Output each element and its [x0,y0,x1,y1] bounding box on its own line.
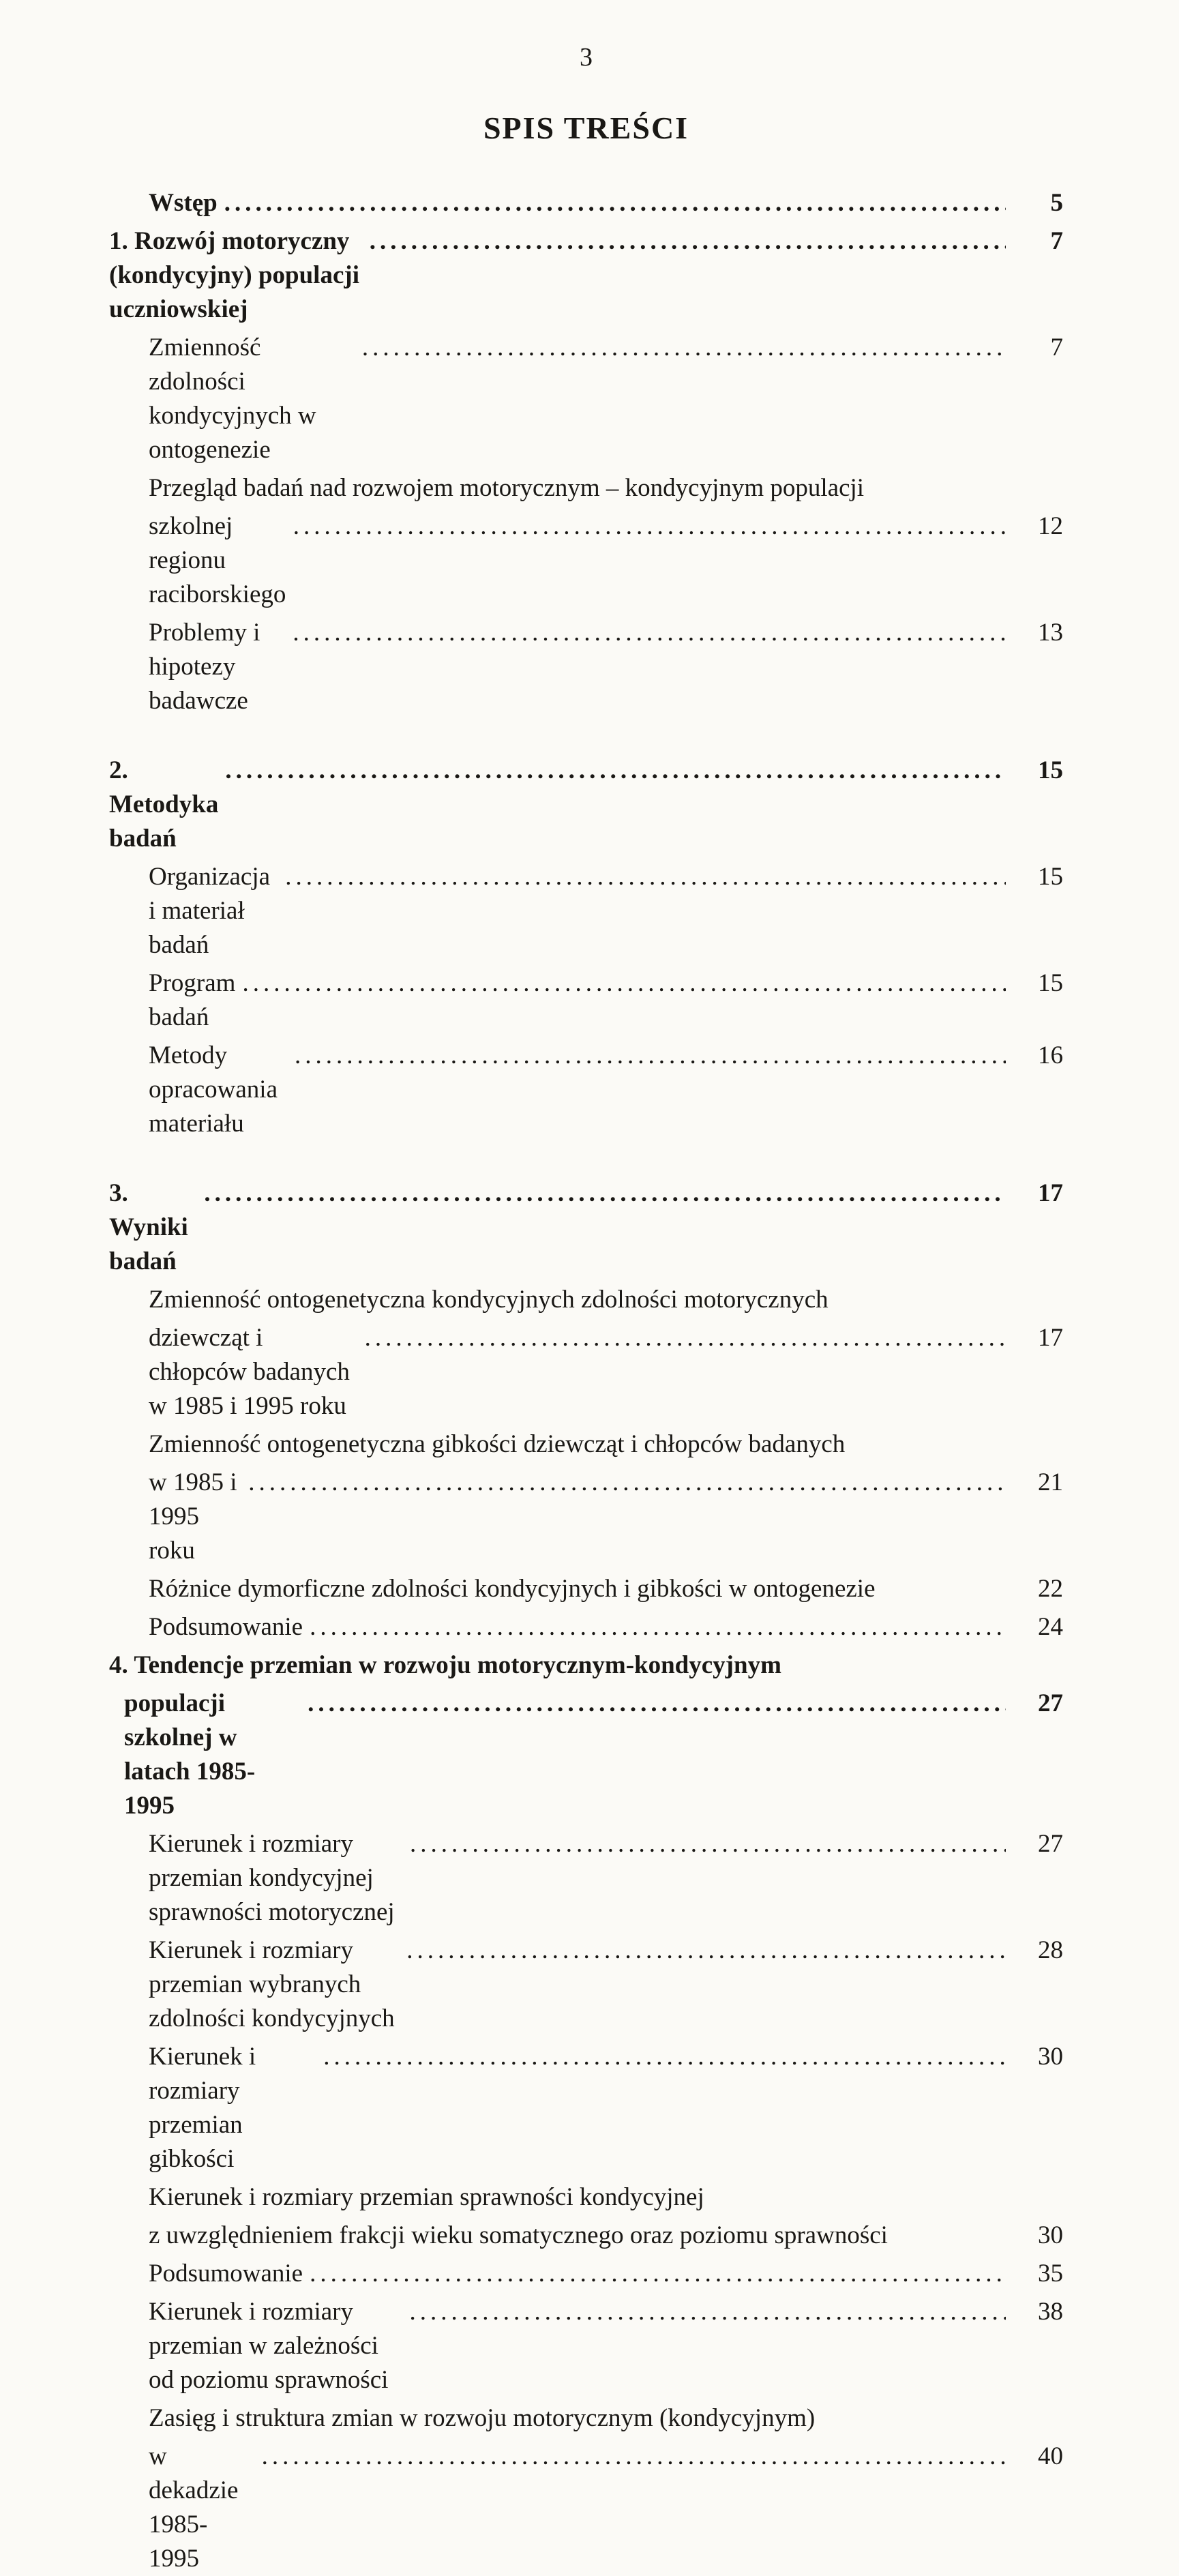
toc-page-number: 24 [1038,1612,1063,1641]
toc-row [109,331,1063,467]
toc-entry-text: Problemy i hipotezy badawcze [149,618,267,715]
toc-row [109,1687,1063,1823]
toc-page-number: 30 [1038,2221,1063,2249]
toc-page-number: 27 [1038,1689,1063,1717]
toc-page-number: 15 [1038,968,1063,997]
toc-entry-text: Kierunek i rozmiary przemian wybranych zdolności kondycyjnych [149,1936,395,2032]
toc-row [109,1176,1063,1279]
toc-page-number: 38 [1038,2297,1063,2326]
toc-page-number: 17 [1038,1179,1063,1207]
toc-row [109,1039,1063,1141]
toc-row [109,1321,1063,1423]
toc-entry-text: w 1985 i 1995 roku [149,1468,243,1565]
toc-leader-dots [406,1827,1006,1861]
toc-row [109,1572,1063,1606]
toc-row [109,224,1063,327]
toc-page-number: 22 [1038,1574,1063,1603]
toc-page-number: 27 [1038,1829,1063,1858]
toc-leader-dots [358,331,1006,365]
toc-row [109,1610,1063,1644]
toc-row [109,1648,1063,1683]
toc-entry-text: Organizacja i materiał badań [149,862,277,959]
toc-row [109,860,1063,962]
toc-row [109,2219,1063,2253]
toc-row [109,616,1063,718]
toc-row [109,1827,1063,1929]
toc-row [109,2401,1063,2436]
toc-page-number: 15 [1038,756,1063,784]
toc-page-number: 15 [1038,862,1063,891]
toc-leader-dots [361,1321,1006,1355]
toc-row [109,754,1063,856]
toc-entry-text: Kierunek i rozmiary przemian kondycyjnej sprawności motorycznej [149,1829,395,1926]
toc-row [109,2295,1063,2397]
toc-page-number: 12 [1038,512,1063,540]
toc-entry-text: Kierunek i rozmiary przemian gibkości [149,2042,263,2173]
toc-leader-dots [290,1039,1006,1073]
toc-leader-dots [402,1934,1006,1968]
toc-leader-dots [258,2440,1006,2474]
toc-leader-dots [305,1610,1006,1644]
toc-page-number: 40 [1038,2442,1063,2470]
toc-page-number: 5 [1050,188,1063,217]
toc-list [109,186,1063,2576]
toc-row [109,509,1063,612]
toc-entry-text: Kierunek i rozmiary przemian w zależności od poziomu sprawności [149,2297,389,2394]
toc-page-number: 30 [1038,2042,1063,2071]
toc-entry-text: 1. Rozwój motoryczny (kondycyjny) populacji uczniowskiej [109,226,366,323]
toc-row [109,2180,1063,2215]
toc-leader-dots [221,754,1006,788]
toc-row [109,2440,1063,2576]
toc-entry-text: Zmienność ontogenetyczna kondycyjnych zdolności motorycznych [149,1285,829,1314]
toc-leader-dots [288,616,1006,650]
toc-row [109,1427,1063,1462]
toc-entry-text: Kierunek i rozmiary przemian sprawności kondycyjnej [149,2182,704,2211]
toc-row [109,1934,1063,2036]
toc-entry-text: Program badań [149,968,242,1031]
toc-leader-dots [365,224,1006,258]
toc-entry-text: Metody opracowania materiału [149,1041,284,1138]
toc-page-number: 21 [1038,1468,1063,1496]
toc-entry-text: Przegląd badań nad rozwojem motorycznym – kondycyjnym populacji [149,473,865,502]
toc-page-number: 35 [1038,2259,1063,2288]
toc-entry-text: w dekadzie 1985-1995 [149,2442,245,2573]
toc-leader-dots [238,966,1006,1001]
toc-page-number: 7 [1050,226,1063,255]
toc-row [109,1466,1063,1568]
toc-entry-text: 3. Wyniki badań [109,1179,195,1275]
toc-leader-dots [244,1466,1006,1500]
toc-leader-dots [220,186,1006,220]
toc-entry-text: Zmienność ontogenetyczna gibkości dziewcząt i chłopców badanych [149,1430,846,1458]
toc-leader-dots [303,1687,1006,1721]
toc-leader-dots [319,2040,1006,2074]
toc-leader-dots [281,860,1006,894]
toc-entry-text: Podsumowanie [149,1612,303,1641]
toc-entry-text: z uwzględnieniem frakcji wieku somatycznego oraz poziomu sprawności [149,2221,888,2249]
toc-page-number: 16 [1038,1041,1063,1069]
toc-page-number: 17 [1038,1323,1063,1352]
toc-entry-text: Różnice dymorficzne zdolności kondycyjnych i gibkości w ontogenezie [149,1574,876,1603]
toc-entry-text: dziewcząt i chłopców badanych w 1985 i 1995 roku [149,1323,357,1420]
toc-page-number: 7 [1050,333,1063,361]
toc-leader-dots [289,509,1006,544]
toc-entry-text: szkolnej regionu raciborskiego [149,512,286,608]
page-number: 3 [580,43,593,72]
toc-title: SPIS TREŚCI [483,110,689,145]
toc-entry-text: Wstęp [149,188,218,217]
toc-row [109,186,1063,220]
toc-page-number: 28 [1038,1936,1063,1964]
toc-row [109,471,1063,505]
toc-row [109,1283,1063,1317]
toc-page-number: 13 [1038,618,1063,647]
toc-entry-text: Zmienność zdolności kondycyjnych w ontogenezie [149,333,323,464]
toc-entry-text: Podsumowanie [149,2259,303,2288]
toc-row [109,966,1063,1035]
toc-entry-text: 2. Metodyka badań [109,756,225,853]
toc-leader-dots [305,2257,1006,2291]
toc-row [109,2040,1063,2176]
toc-leader-dots [200,1176,1006,1211]
toc-leader-dots [406,2295,1006,2329]
toc-row [109,2257,1063,2291]
toc-entry-text: 4. Tendencje przemian w rozwoju motorycznym-kondycyjnym [109,1650,781,1679]
toc-entry-text: Zasięg i struktura zmian w rozwoju motorycznym (kondycyjnym) [149,2403,816,2432]
toc-entry-text: populacji szkolnej w latach 1985-1995 [124,1689,256,1820]
